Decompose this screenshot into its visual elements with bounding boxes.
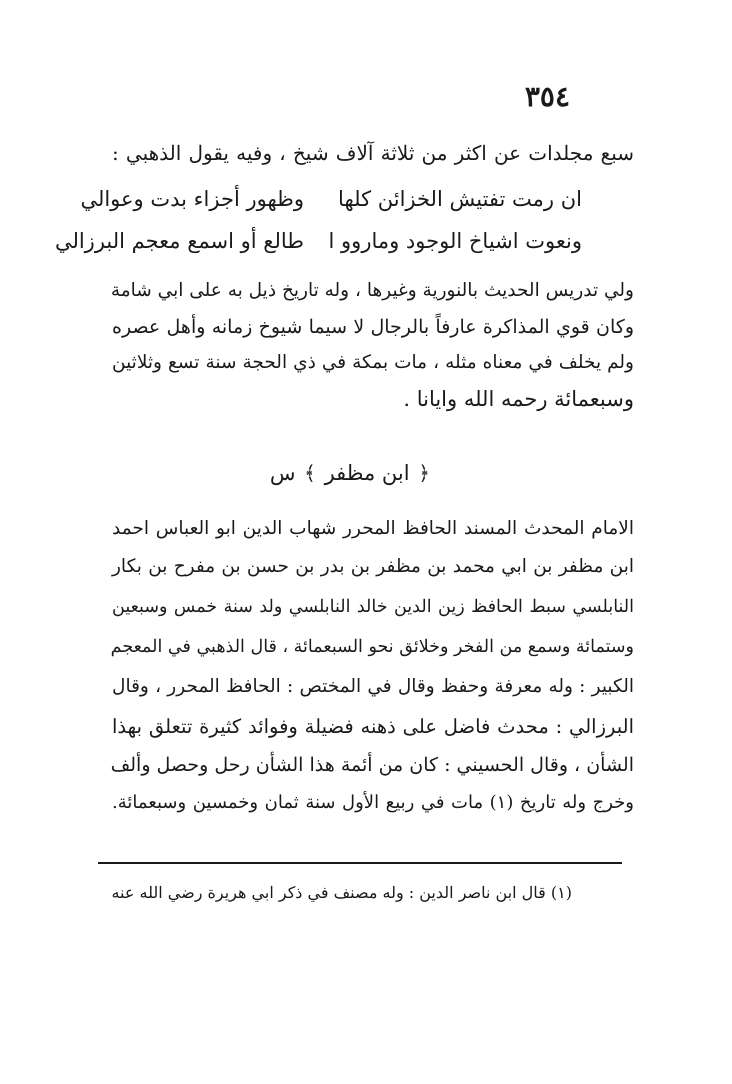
text-line: سبع مجلدات عن اكثر من ثلاثة آلاف شيخ ، وفيه يقول الذهبي :: [112, 141, 634, 165]
text-line: ولم يخلف في معناه مثله ، مات بمكة في ذي الحجة سنة تسع وثلاثين: [112, 352, 634, 373]
heading-bracket-close: ﴾: [304, 461, 316, 485]
text-line: ابن مظفر بن ابي محمد بن مظفر بن بدر بن حسن بن مفرح بن بكار: [112, 556, 634, 577]
text-line: الشأن ، وقال الحسيني : كان من أئمة هذا الشأن رحل وحصل وألف: [110, 754, 634, 776]
heading-bracket-open: ﴿: [418, 461, 430, 485]
text-line: النابلسي سبط الحافظ زين الدين خالد النابلسي ولد سنة خمس وسبعين: [112, 597, 634, 617]
text-line: ولي تدريس الحديث بالنورية وغيرها ، وله تاريخ ذيل به على ابي شامة: [110, 280, 634, 301]
footnote: (١) قال ابن ناصر الدين : وله مصنف في ذكر ابي هريرة رضي الله عنه: [111, 883, 572, 902]
entry-heading: [270, 458, 432, 488]
verse-hemistich-left: طالع أو اسمع معجم البرزالي: [54, 229, 304, 253]
text-line: وكان قوي المذاكرة عارفاً بالرجال لا سيما شيوخ زمانه وأهل عصره: [112, 316, 634, 338]
verse-hemistich-right: ان رمت تفتيش الخزائن كلها: [338, 187, 582, 211]
heading-suffix: س: [269, 461, 296, 485]
page-number: ٣٥٤: [524, 80, 570, 113]
text-line: الامام المحدث المسند الحافظ المحرر شهاب الدين ابو العباس احمد: [112, 518, 634, 539]
text-line: وستمائة وسمع من الفخر وخلائق نحو السبعمائة ، قال الذهبي في المعجم: [110, 637, 634, 657]
text-line: وخرج وله تاريخ (١) مات في ربيع الأول سنة ثمان وخمسين وسبعمائة.: [112, 792, 634, 813]
verse-hemistich-left: وظهور أجزاء بدت وعوالي: [80, 187, 304, 211]
text-line: وسبعمائة رحمه الله وايانا .: [403, 387, 634, 411]
heading-title: ابن مظفر: [324, 461, 410, 485]
verse-hemistich-right: ونعوت اشياخ الوجود وماروو ا: [328, 229, 582, 253]
footnote-divider: [98, 862, 622, 864]
text-line: الكبير : وله معرفة وحفظ وقال في المختص : الحافظ المحرر ، وقال: [112, 676, 634, 697]
text-line: البرزالي : محدث فاضل على ذهنه فضيلة وفوائد كثيرة تتعلق بهذا: [112, 715, 634, 738]
